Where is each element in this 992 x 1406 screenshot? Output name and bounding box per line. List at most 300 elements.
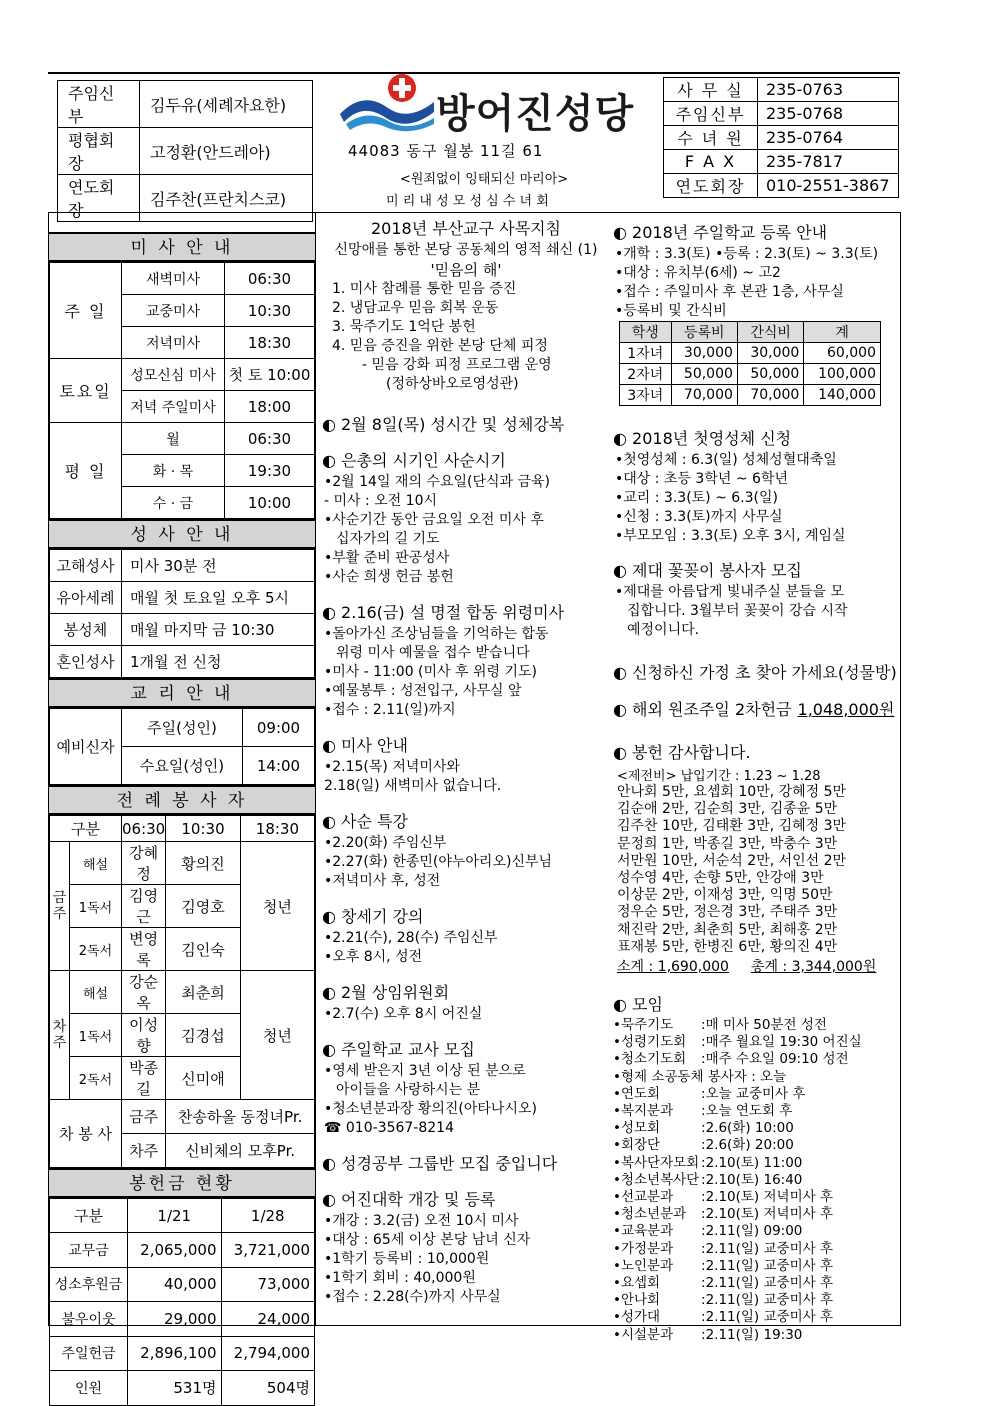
servers-role: 2독서 <box>70 928 122 971</box>
sacrament-time: 미사 30분 전 <box>122 550 315 582</box>
sacrament-row <box>50 646 315 678</box>
mass-time: 18:00 <box>225 391 315 423</box>
meeting-row <box>613 1206 898 1223</box>
volunteer-week: 차주 <box>122 1134 166 1168</box>
mass-row <box>50 263 315 295</box>
sacrament-table <box>49 549 315 678</box>
mass-name: 저녁 주일미사 <box>122 391 225 423</box>
fee-row <box>620 343 881 364</box>
meeting-row <box>613 1172 898 1189</box>
meeting-colon: : <box>701 1171 706 1188</box>
meeting-group: •청소년분과 <box>613 1206 687 1223</box>
fee-cell: 100,000 <box>804 364 881 385</box>
offering-row <box>50 1267 315 1302</box>
fee-head-cell: 간식비 <box>737 322 803 343</box>
sacrament-row <box>50 614 315 646</box>
meeting-group: •시설분과 <box>613 1326 674 1343</box>
leader-name: 고정환(안드레아) <box>140 128 313 175</box>
candle-pickup-title: ◐ 신청하신 가정 초 찾아 가세요(성물방) <box>613 660 898 683</box>
mass-title: 미 사 안 내 <box>49 232 315 262</box>
leader-row <box>58 81 313 128</box>
notice-item: •2.21(수), 28(수) 주임신부 <box>324 930 498 946</box>
offering-value: 2,794,000 <box>221 1336 315 1371</box>
pastoral-title: 2018년 부산교구 사목지침 <box>371 219 561 238</box>
mass-name: 새벽미사 <box>122 263 225 295</box>
servers-head-cell: 06:30 <box>122 816 166 842</box>
notice-item: •2월 14일 재의 수요일(단식과 금육) <box>324 474 550 490</box>
mass-day: 주 일 <box>50 263 122 359</box>
servers-row <box>50 971 315 1014</box>
sisters-name: 미 리 내 성 모 성 심 수 녀 회 <box>386 194 549 209</box>
servers-role: 해설 <box>70 842 122 885</box>
notice-item: •예물봉투 : 성전입구, 사무실 앞 <box>324 683 522 699</box>
servers-name: 최춘희 <box>166 971 241 1014</box>
fee-cell: 2자녀 <box>620 364 672 385</box>
fee-cell: 50,000 <box>671 364 737 385</box>
offering-row <box>50 1233 315 1268</box>
mass-name: 수 · 금 <box>122 487 225 519</box>
servers-name: 신미애 <box>166 1057 241 1100</box>
office-label: 사 무 실 <box>664 78 758 102</box>
pastoral-item: - 믿음 강화 피정 프로그램 운영 <box>362 357 552 373</box>
donor-line: 문정희 1만, 박종길 3만, 박충수 3만 <box>617 835 838 852</box>
servers-role: 1독서 <box>70 885 122 928</box>
offering-value: 2,065,000 <box>128 1233 222 1268</box>
meeting-group: •교육분과 <box>613 1223 674 1240</box>
mass-time: 첫 토 10:00 <box>225 359 315 391</box>
sacrament-name: 혼인성사 <box>50 646 122 678</box>
sacrament-title: 성 사 안 내 <box>49 519 315 549</box>
meeting-colon: : <box>701 1223 706 1240</box>
meeting-colon: : <box>701 1292 706 1309</box>
meeting-colon: : <box>701 1189 706 1206</box>
parish-motto: <원죄없이 잉태되신 마리아> <box>400 172 569 187</box>
middle-column <box>322 216 610 1307</box>
donor-line: 표재봉 5만, 한병진 6만, 황의진 4만 <box>617 938 838 955</box>
sacrament-time: 매월 마지막 금 10:30 <box>122 614 315 646</box>
donor-line: 서만원 10만, 서순석 2만, 서인선 2만 <box>617 852 847 869</box>
pastoral-sub: 신망애를 통한 본당 공동체의 영적 쇄신 (1) <box>334 242 598 258</box>
meeting-row <box>613 1034 898 1051</box>
meeting-colon: : <box>701 1206 706 1223</box>
offering-value: 531명 <box>128 1371 222 1406</box>
offering-value: 2,896,100 <box>128 1336 222 1371</box>
office-row <box>664 150 899 174</box>
servers-week: 차주 <box>50 971 70 1100</box>
leaders-table <box>57 80 313 222</box>
notice-item: •2.7(수) 오후 8시 어진실 <box>324 1006 483 1022</box>
sunday-school-title: ◐ 2018년 주일학교 등록 안내 <box>613 220 898 243</box>
meeting-time: 2.11(일) 09:00 <box>705 1223 803 1240</box>
notice-item: •신청 : 3.3(토)까지 사무실 <box>615 509 783 525</box>
lent-title: ◐ 은총의 시기인 사순시기 <box>322 448 610 471</box>
meeting-group: •안나회 <box>613 1292 661 1309</box>
office-row <box>664 126 899 150</box>
notice-item: •영세 받은지 3년 이상 된 분으로 <box>324 1063 526 1079</box>
meeting-group: •회장단 <box>613 1137 661 1154</box>
meeting-time: 2.10(토) 저녁미사 후 <box>705 1189 833 1206</box>
sacrament-name: 봉성체 <box>50 614 122 646</box>
meeting-row <box>613 1309 898 1326</box>
meeting-group: •복사단자모회 <box>613 1154 700 1171</box>
meeting-row <box>613 1120 898 1137</box>
bible-study-title: ◐ 성경공부 그룹반 모집 중입니다 <box>322 1151 610 1174</box>
meeting-row <box>613 1069 898 1086</box>
offering-row <box>50 1336 315 1371</box>
logo-icon <box>338 72 438 132</box>
fee-cell: 70,000 <box>737 385 803 406</box>
offering-label: 인원 <box>50 1371 128 1406</box>
fee-cell: 60,000 <box>804 343 881 364</box>
thanks-totals <box>613 956 898 976</box>
donor-line: 안나회 5만, 요셉회 10만, 강혜정 5만 <box>617 784 847 800</box>
thanks-total: 총계 : 3,344,000원 <box>750 959 877 976</box>
pastoral-item: 3. 묵주기도 1억단 봉헌 <box>332 319 476 335</box>
meeting-row <box>613 1275 898 1292</box>
notice-item: •사순 희생 헌금 봉헌 <box>324 569 454 585</box>
meeting-group: •성령기도회 <box>613 1034 687 1051</box>
meeting-row <box>613 1292 898 1309</box>
notice-item: •교리 : 3.3(토) ~ 6.3(일) <box>615 490 778 506</box>
servers-table <box>49 815 315 1168</box>
meeting-time: 2.11(일) 교중미사 후 <box>705 1240 833 1257</box>
meeting-colon: : <box>701 1326 706 1343</box>
meeting-row <box>613 1137 898 1154</box>
meeting-row <box>613 1258 898 1275</box>
meeting-group: •성모회 <box>613 1120 661 1137</box>
notice-item: 집합니다. 3월부터 꽃꽂이 강습 시작 <box>627 603 848 619</box>
meeting-time: 오늘 연도회 후 <box>705 1103 793 1120</box>
notice-item: •개학 : 3.3(토) •등록 : 2.3(토) ~ 3.3(토) <box>615 246 879 262</box>
fee-head <box>620 322 881 343</box>
office-value: 010-2551-3867 <box>758 174 899 198</box>
parish-name: 방어진성당 <box>436 91 635 137</box>
notice-item: •미사 - 11:00 (미사 후 위령 기도) <box>324 664 537 680</box>
catechism-day: 주일(성인) <box>122 709 243 747</box>
meeting-row <box>613 1155 898 1172</box>
thanks-sub: <제전비> 납입기간 : 1.23 ~ 1.28 <box>617 769 821 784</box>
servers-head-cell: 구분 <box>50 816 122 842</box>
notice-item: •1학기 등록비 : 10,000원 <box>324 1251 490 1267</box>
meeting-time: 매주 수요일 09:10 성전 <box>705 1051 849 1068</box>
notice-item: •1학기 회비 : 40,000원 <box>324 1270 476 1286</box>
mass-day: 토요일 <box>50 359 122 423</box>
catechism-label: 예비신자 <box>50 709 122 785</box>
servers-name: 김영근 <box>122 885 166 928</box>
catechism-day: 수요일(성인) <box>122 747 243 785</box>
office-row <box>664 174 899 198</box>
servers-name: 김인숙 <box>166 928 241 971</box>
mass-time: 10:00 <box>225 487 315 519</box>
notice-item: •저녁미사 후, 성전 <box>324 873 441 889</box>
meeting-time: 2.6(화) 20:00 <box>705 1137 794 1154</box>
fee-head-cell: 등록비 <box>671 322 737 343</box>
offering-value: 24,000 <box>221 1302 315 1337</box>
fee-row <box>620 385 881 406</box>
pastoral-year: '믿음의 해' <box>430 261 502 279</box>
overseas-aid-title <box>613 697 898 720</box>
meeting-group: •형제 소공동체 봉사자 : 오늘 <box>613 1068 787 1085</box>
mass-time: 19:30 <box>225 455 315 487</box>
fee-cell: 70,000 <box>671 385 737 406</box>
notice-item: •부활 준비 판공성사 <box>324 550 450 566</box>
meeting-time: 2.11(일) 19:30 <box>705 1326 803 1343</box>
notice-item: •접수 : 2.28(수)까지 사무실 <box>324 1289 501 1305</box>
volunteer-week: 금주 <box>122 1100 166 1134</box>
right-column <box>613 216 898 1344</box>
offering-label: 불우이웃 <box>50 1302 128 1337</box>
meeting-row <box>613 1241 898 1258</box>
fee-cell: 30,000 <box>737 343 803 364</box>
meeting-group: •묵주기도 <box>613 1017 674 1034</box>
notice-item: •부모모임 : 3.3(토) 오후 3시, 계임실 <box>615 528 846 544</box>
meeting-colon: : <box>701 1257 706 1274</box>
servers-name: 이성향 <box>122 1014 166 1057</box>
servers-row <box>50 842 315 885</box>
offering-head <box>50 1199 315 1233</box>
meeting-colon: : <box>701 1309 706 1326</box>
meeting-group: •가정분과 <box>613 1240 674 1257</box>
notice-item: •사순기간 동안 금요일 오전 미사 후 <box>324 512 544 528</box>
notice-item: •대상 : 65세 이상 본당 남녀 신자 <box>324 1232 531 1248</box>
meeting-row <box>613 1327 898 1344</box>
mass-time: 06:30 <box>225 423 315 455</box>
meeting-group: •성가대 <box>613 1309 661 1326</box>
servers-role: 해설 <box>70 971 122 1014</box>
offering-label: 교무금 <box>50 1233 128 1268</box>
servers-name: 김경섭 <box>166 1014 241 1057</box>
office-value: 235-0768 <box>758 102 899 126</box>
offering-row <box>50 1302 315 1337</box>
servers-evening: 청년 <box>240 842 314 971</box>
mass-name: 화 · 목 <box>122 455 225 487</box>
offering-value: 504명 <box>221 1371 315 1406</box>
teacher-recruit-title: ◐ 주일학교 교사 모집 <box>322 1037 610 1060</box>
servers-title: 전 례 봉 사 자 <box>49 785 315 815</box>
notice-item: ☎ 010-3567-8214 <box>324 1120 454 1136</box>
notice-item: - 미사 : 오전 10시 <box>324 493 438 509</box>
meeting-colon: : <box>701 1154 706 1171</box>
volunteer-group: 신비체의 모후Pr. <box>166 1134 315 1168</box>
servers-name: 강순옥 <box>122 971 166 1014</box>
meeting-group: •청소기도회 <box>613 1051 687 1068</box>
mass-time: 06:30 <box>225 263 315 295</box>
office-label: F A X <box>664 150 758 174</box>
notice-item: •오후 8시, 성전 <box>324 949 423 965</box>
meeting-colon: : <box>701 1120 706 1137</box>
meeting-colon: : <box>701 1240 706 1257</box>
leader-name: 김두유(세례자요한) <box>140 81 313 128</box>
sacrament-name: 유아세례 <box>50 582 122 614</box>
fee-row <box>620 364 881 385</box>
meeting-group: •청소년복사단 <box>613 1171 700 1188</box>
meeting-time: 2.10(토) 저녁미사 후 <box>705 1206 833 1223</box>
donor-line: 채진락 2만, 최춘희 5만, 최해홍 2만 <box>617 921 838 938</box>
meeting-time: 2.11(일) 교중미사 후 <box>705 1257 833 1274</box>
donor-line: 김주찬 10만, 김태환 3만, 김혜정 3만 <box>617 818 847 835</box>
servers-week: 금주 <box>50 842 70 971</box>
servers-name: 박종길 <box>122 1057 166 1100</box>
notice-item: •개강 : 3.2(금) 오전 10시 미사 <box>324 1213 519 1229</box>
parish-logo <box>338 72 438 132</box>
mass-name: 교중미사 <box>122 295 225 327</box>
offering-label: 성소후원금 <box>50 1267 128 1302</box>
thanks-title: ◐ 봉헌 감사합니다. <box>613 740 898 763</box>
meeting-time: 2.11(일) 교중미사 후 <box>705 1309 833 1326</box>
offering-label: 주일헌금 <box>50 1336 128 1371</box>
meeting-time: 2.11(일) 교중미사 후 <box>705 1275 833 1292</box>
notice-item: •청소년분과장 황의진(아타나시오) <box>324 1101 537 1117</box>
notice-item: •접수 : 주일미사 후 본관 1층, 사무실 <box>615 284 844 300</box>
catechism-title: 교 리 안 내 <box>49 678 315 708</box>
committee-title: ◐ 2월 상임위원회 <box>322 980 610 1003</box>
offering-table <box>49 1198 315 1406</box>
notice-item: •접수 : 2.11(일)까지 <box>324 702 456 718</box>
leader-role: 주임신부 <box>58 81 140 128</box>
meeting-row <box>613 1103 898 1120</box>
notice-item: 예정이니다. <box>627 622 700 638</box>
meeting-row <box>613 1051 898 1068</box>
lent-lecture-title: ◐ 사순 특강 <box>322 809 610 832</box>
meeting-row <box>613 1017 898 1034</box>
office-table <box>663 77 899 198</box>
mass-name: 월 <box>122 423 225 455</box>
fee-table <box>619 321 881 406</box>
offering-title: 봉헌금 현황 <box>49 1168 315 1198</box>
leader-role: 평협회장 <box>58 128 140 175</box>
servers-name: 황의진 <box>166 842 241 885</box>
sacrament-time: 1개월 전 신청 <box>122 646 315 678</box>
sacrament-row <box>50 582 315 614</box>
meeting-time: 매 미사 50분전 성전 <box>705 1017 827 1034</box>
notice-item: 위령 미사 예물을 접수 받습니다 <box>336 645 530 661</box>
meeting-group: •연도회 <box>613 1085 661 1102</box>
memorial-mass-title: ◐ 2.16(금) 설 명절 합동 위령미사 <box>322 600 610 623</box>
senior-college-title: ◐ 어진대학 개강 및 등록 <box>322 1187 610 1210</box>
meeting-colon: : <box>701 1085 706 1102</box>
offering-head-cell: 구분 <box>50 1199 128 1233</box>
meeting-colon: : <box>701 1103 706 1120</box>
pastoral-guide <box>322 216 610 280</box>
office-label: 연도회장 <box>664 174 758 198</box>
meeting-group: •요셉회 <box>613 1275 661 1292</box>
flower-volunteer-title: ◐ 제대 꽃꽂이 봉사자 모집 <box>613 558 898 581</box>
servers-evening: 청년 <box>240 971 314 1100</box>
offering-value: 73,000 <box>221 1267 315 1302</box>
office-value: 235-0764 <box>758 126 899 150</box>
offering-value: 29,000 <box>128 1302 222 1337</box>
thanks-subtotal: 소계 : 1,690,000 <box>617 959 729 976</box>
donor-line: 성수영 4만, 손향 5만, 안강애 3만 <box>617 870 824 887</box>
meeting-colon: : <box>701 1017 706 1034</box>
offering-head-cell: 1/28 <box>221 1199 315 1233</box>
donor-line: 정우순 5만, 정은경 3만, 주태주 3만 <box>617 904 838 921</box>
meeting-time: 오늘 교중미사 후 <box>705 1085 806 1102</box>
fee-head-cell: 계 <box>804 322 881 343</box>
notice-item: •대상 : 초등 3학년 ~ 6학년 <box>615 471 788 487</box>
servers-role: 2독서 <box>70 1057 122 1100</box>
meeting-row <box>613 1086 898 1103</box>
servers-name: 강혜정 <box>122 842 166 885</box>
fee-cell: 140,000 <box>804 385 881 406</box>
meeting-time: 2.10(토) 11:00 <box>705 1154 803 1171</box>
fee-head-cell: 학생 <box>620 322 672 343</box>
office-row <box>664 102 899 126</box>
office-row <box>664 78 899 102</box>
servers-head <box>50 816 315 842</box>
servers-head-cell: 18:30 <box>240 816 314 842</box>
meeting-time: 2.11(일) 교중미사 후 <box>705 1292 833 1309</box>
fee-cell: 30,000 <box>671 343 737 364</box>
leader-row <box>58 128 313 175</box>
volunteer-row <box>50 1100 315 1134</box>
notice-item: •돌아가신 조상님들을 기억하는 합동 <box>324 626 549 642</box>
meeting-colon: : <box>701 1034 706 1051</box>
donor-line: 김순애 2만, 김순희 3만, 김종윤 5만 <box>617 801 838 818</box>
meeting-row <box>613 1223 898 1240</box>
mass-name: 성모신심 미사 <box>122 359 225 391</box>
volunteer-label: 차 봉 사 <box>50 1100 122 1168</box>
sacrament-row <box>50 550 315 582</box>
fee-cell: 1자녀 <box>620 343 672 364</box>
mass-day: 평 일 <box>50 423 122 519</box>
notice-item: 십자가의 길 기도 <box>336 531 440 547</box>
servers-role: 1독서 <box>70 1014 122 1057</box>
notice-item: •제대를 아름답게 빛내주실 분들을 모 <box>615 584 844 600</box>
mass-row <box>50 359 315 391</box>
meeting-row <box>613 1189 898 1206</box>
genesis-lecture-title: ◐ 창세기 강의 <box>322 904 610 927</box>
servers-name: 변영록 <box>122 928 166 971</box>
office-label: 수 녀 원 <box>664 126 758 150</box>
left-column <box>49 232 315 1406</box>
first-communion-title: ◐ 2018년 첫영성체 신청 <box>613 426 898 449</box>
leader-name: 김주찬(프란치스코) <box>140 175 313 222</box>
fee-cell: 3자녀 <box>620 385 672 406</box>
offering-row <box>50 1371 315 1406</box>
meeting-group: •선교분과 <box>613 1189 674 1206</box>
mass-row <box>50 423 315 455</box>
mass-notice-title: ◐ 미사 안내 <box>322 733 610 756</box>
notice-item: •2.20(화) 주임신부 <box>324 835 447 851</box>
offering-value: 40,000 <box>128 1267 222 1302</box>
lent-adoration-title: ◐ 2월 8일(목) 성시간 및 성체강복 <box>322 412 610 435</box>
offering-value: 3,721,000 <box>221 1233 315 1268</box>
servers-name: 김영호 <box>166 885 241 928</box>
pastoral-item: 1. 미사 참례를 통한 믿음 증진 <box>332 281 517 297</box>
meeting-colon: : <box>701 1137 706 1154</box>
meetings-title: ◐ 모임 <box>613 992 898 1015</box>
pastoral-item: (정하상바오로영성관) <box>386 376 519 392</box>
pastoral-item: 4. 믿음 증진을 위한 본당 단체 피정 <box>332 338 548 354</box>
notice-item: •2.27(화) 한종민(야누아리오)신부님 <box>324 854 553 870</box>
notice-item: •등록비 및 간식비 <box>615 303 727 319</box>
sacrament-name: 고해성사 <box>50 550 122 582</box>
notice-item: •대상 : 유치부(6세) ~ 고2 <box>615 265 781 281</box>
leader-role: 연도회장 <box>58 175 140 222</box>
catechism-table <box>49 708 315 785</box>
mass-name: 저녁미사 <box>122 327 225 359</box>
meeting-time: 매주 월요일 19:30 어진실 <box>705 1034 862 1051</box>
notice-item: 아이들을 사랑하시는 분 <box>336 1082 481 1098</box>
meeting-colon: : <box>701 1275 706 1292</box>
meeting-time: 2.6(화) 10:00 <box>705 1120 794 1137</box>
overseas-aid-label: 해외 원조주일 2차헌금 <box>632 700 792 719</box>
overseas-aid-amount: 1,048,000원 <box>797 700 895 719</box>
notice-item: •2.15(목) 저녁미사와 <box>324 759 460 775</box>
office-label: 주임신부 <box>664 102 758 126</box>
servers-head-cell: 10:30 <box>166 816 241 842</box>
